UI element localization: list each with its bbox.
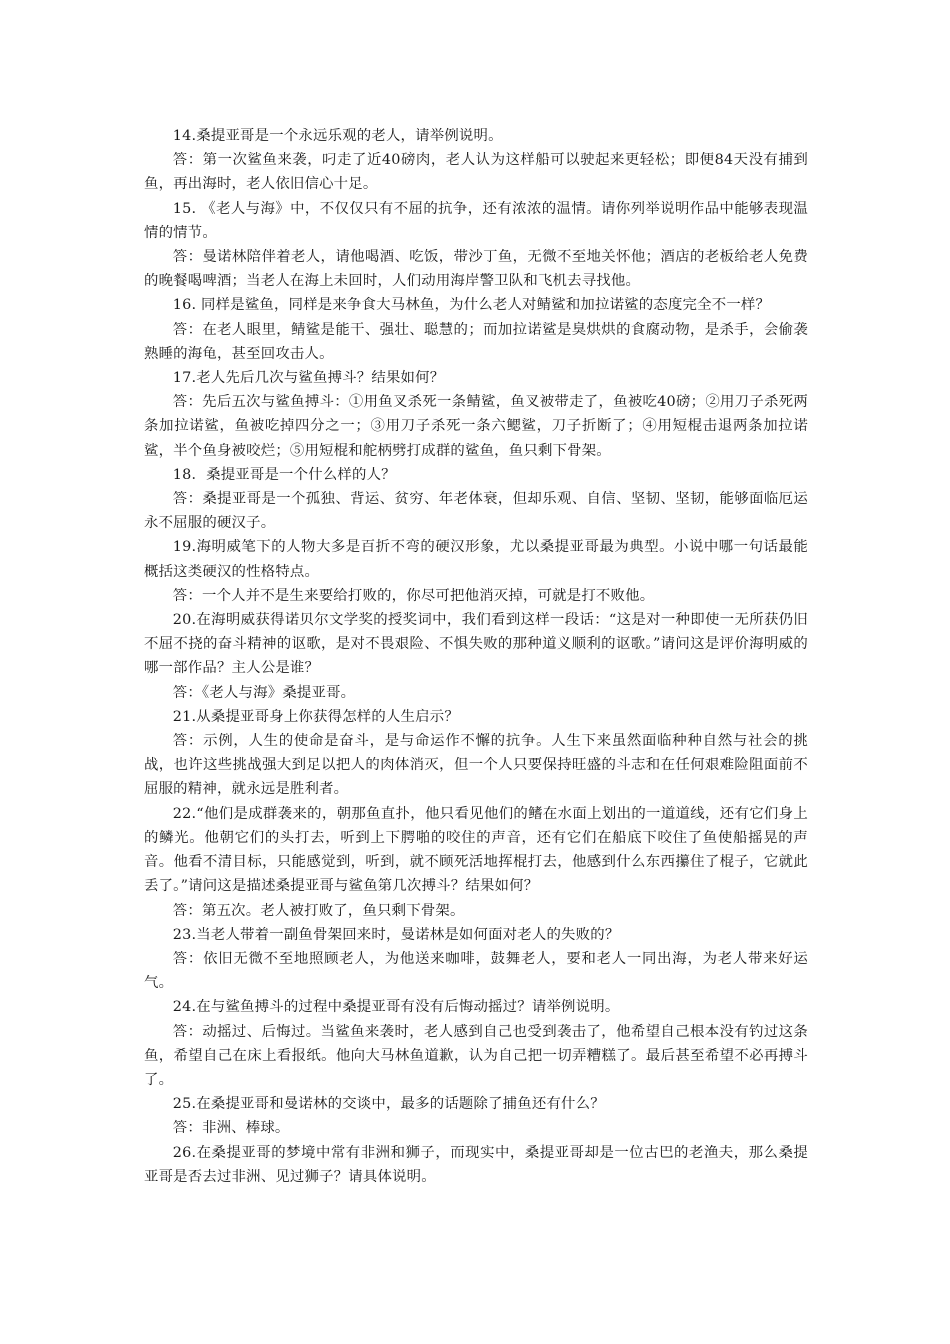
answer-23: 答：依旧无微不至地照顾老人，为他送来咖啡，鼓舞老人，要和老人一同出海，为老人带来好运气。 <box>144 950 808 992</box>
question-14: 14.桑提亚哥是一个永远乐观的老人，请举例说明。 <box>172 128 503 144</box>
document-page <box>144 124 808 1189</box>
question-17: 17.老人先后几次与鲨鱼搏斗？结果如何？ <box>172 370 445 387</box>
answer-14: 答：第一次鲨鱼来袭，叼走了近40磅肉，老人认为这样船可以驶起来更轻松；即便84天没有捕到鱼，再出海时，老人依旧信心十足。 <box>144 152 808 193</box>
answer-25: 答：非洲、棒球。 <box>172 1120 290 1137</box>
question-22: 22.“他们是成群袭来的，朝那鱼直扑，他只看见他们的鳍在水面上划出的一道道线，还有它们身上的鳞光。他朝它们的头打去，听到上下腭啪的咬住的声音，还有它们在船底下咬住了鱼使船摇晃的声音。他看不清目标，只能感觉到，听到，就不顾死活地挥棍打去，他感到什么东西攥住了棍子，它就此丢了。”请问这是描述桑提亚哥与鲨鱼第几次搏斗？结果如何？ <box>144 805 808 895</box>
answer-18: 答：桑提亚哥是一个孤独、背运、贫穷、年老体衰，但却乐观、自信、坚韧、坚韧，能够面临厄运永不屈服的硬汉子。 <box>144 491 808 532</box>
answer-15: 答：曼诺林陪伴着老人，请他喝酒、吃饭，带沙丁鱼，无微不至地关怀他；酒店的老板给老人免费的晚餐喝啤酒；当老人在海上未回时，人们动用海岸警卫队和飞机去寻找他。 <box>144 249 808 290</box>
answer-21: 答：示例，人生的使命是奋斗，是与命运作不懈的抗争。人生下来虽然面临种种自然与社会的挑战，也许这些挑战强大到足以把人的肉体消灭，但一个人只要保持旺盛的斗志和在任何艰难险阻面前不屈服的精神，就永远是胜利者。 <box>144 733 808 798</box>
question-18: 18．桑提亚哥是一个什么样的人？ <box>172 466 396 483</box>
question-16: 16. 同样是鲨鱼，同样是来争食大马林鱼，为什么老人对鲭鲨和加拉诺鲨的态度完全不一样？ <box>172 297 771 314</box>
question-26: 26.在桑提亚哥的梦境中常有非洲和狮子，而现实中，桑提亚哥却是一位古巴的老渔夫，那么桑提亚哥是否去过非洲、见过狮子？请具体说明。 <box>144 1144 808 1185</box>
answer-20: 答：《老人与海》桑提亚哥。 <box>172 684 356 701</box>
answer-22: 答：第五次。老人被打败了，鱼只剩下骨架。 <box>172 902 465 919</box>
answer-17: 答：先后五次与鲨鱼搏斗：①用鱼叉杀死一条鲭鲨，鱼叉被带走了，鱼被吃40磅；②用刀子杀死两条加拉诺鲨，鱼被吃掉四分之一；③用刀子杀死一条六鳃鲨，刀子折断了；④用短棍击退两条加拉诺鲨，半个鱼身被咬烂；⑤用短棍和舵柄劈打成群的鲨鱼，鱼只剩下骨架。 <box>144 394 808 459</box>
answer-24: 答：动摇过、后悔过。当鲨鱼来袭时，老人感到自己也受到袭击了，他希望自己根本没有钓过这条鱼，希望自己在床上看报纸。他向大马林鱼道歉，认为自己把一切弄糟糕了。最后甚至希望不必再搏斗了。 <box>144 1023 808 1088</box>
answer-19: 答：一个人并不是生来要给打败的，你尽可把他消灭掉，可就是打不败他。 <box>172 587 655 604</box>
question-24: 24.在与鲨鱼搏斗的过程中桑提亚哥有没有后悔动摇过？请举例说明。 <box>172 999 620 1016</box>
question-19: 19.海明威笔下的人物大多是百折不弯的硬汉形象，尤以桑提亚哥最为典型。小说中哪一句话最能概括这类硬汉的性格特点。 <box>144 539 808 580</box>
answer-16: 答：在老人眼里，鲭鲨是能干、强壮、聪慧的；而加拉诺鲨是臭烘烘的食腐动物，是杀手，会偷袭熟睡的海龟，甚至回攻击人。 <box>144 321 808 362</box>
question-25: 25.在桑提亚哥和曼诺林的交谈中，最多的话题除了捕鱼还有什么？ <box>172 1096 605 1113</box>
question-23: 23.当老人带着一副鱼骨架回来时，曼诺林是如何面对老人的失败的？ <box>172 926 620 943</box>
question-20: 20.在海明威获得诺贝尔文学奖的授奖词中，我们看到这样一段话：“这是对一种即使一无所获仍旧不屈不挠的奋斗精神的讴歌，是对不畏艰险、不惧失败的那种道义顺利的讴歌。”请问这是评价海明威的哪一部作品？主人公是谁？ <box>144 612 808 677</box>
question-21: 21.从桑提亚哥身上你获得怎样的人生启示？ <box>172 708 459 725</box>
question-15: 15. 《老人与海》中，不仅仅只有不屈的抗争，还有浓浓的温情。请你列举说明作品中能够表现温情的情节。 <box>144 200 808 241</box>
